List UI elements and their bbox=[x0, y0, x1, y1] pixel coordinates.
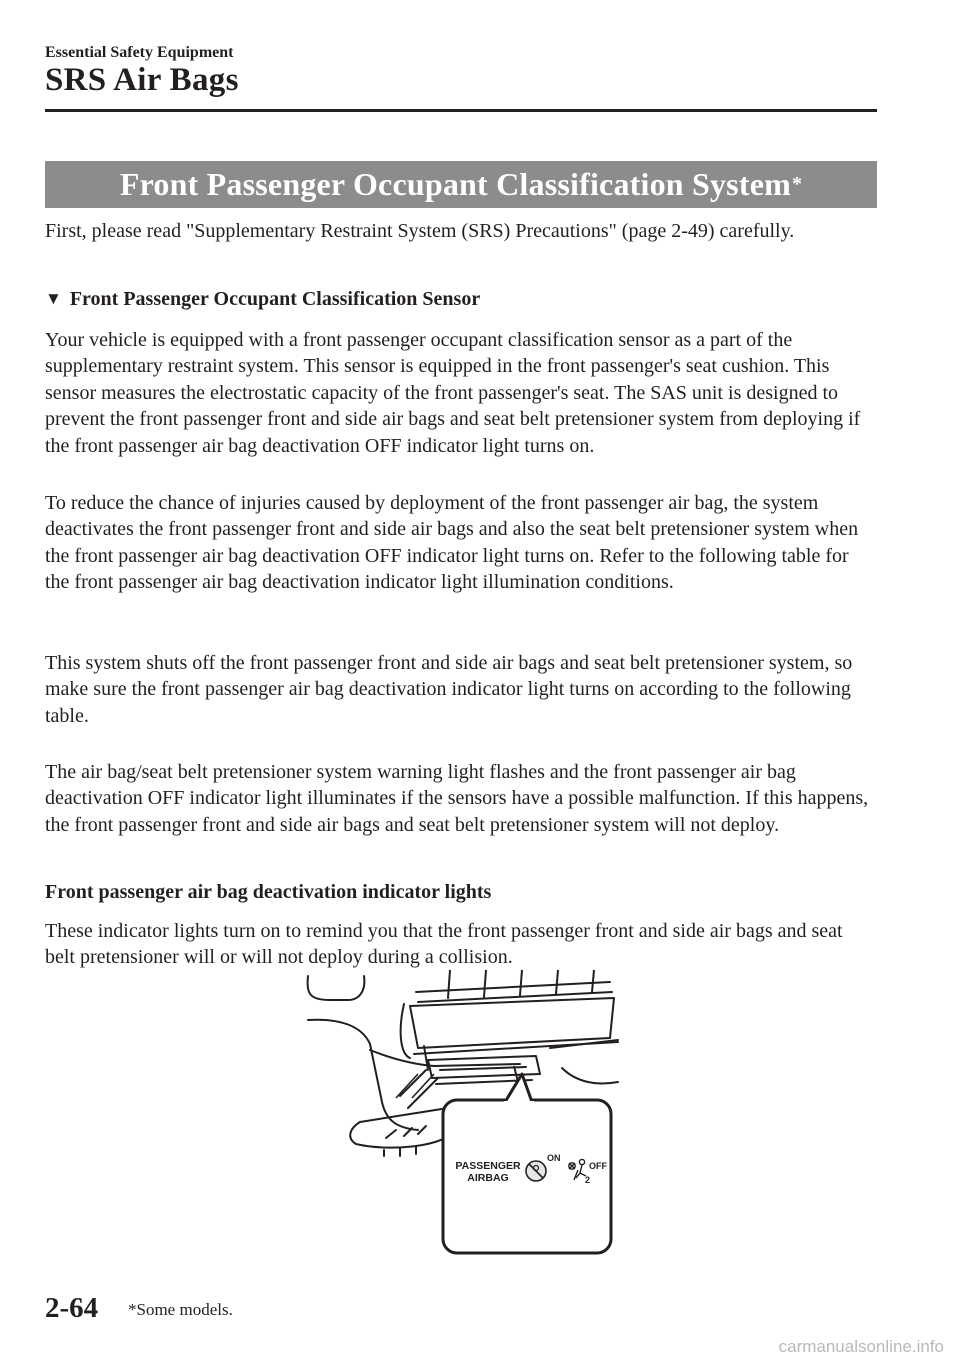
section-title: Front Passenger Occupant Classification System bbox=[119, 166, 791, 202]
footnote: *Some models. bbox=[128, 1300, 233, 1319]
intro-paragraph: First, please read "Supplementary Restraint System (SRS) Precautions" (page 2-49) carefully. bbox=[45, 220, 795, 242]
body-paragraph: To reduce the chance of injuries caused by deployment of the front passenger air bag, the system deactivates the front passenger front and side air bags and also the seat belt pretensioner system when the front passenger air bag deactivation OFF indicator light turns on. Refer to the following table for the front passenger air bag deactivation indicator light illumination conditions. bbox=[45, 492, 859, 594]
subsection-title: Front Passenger Occupant Classification Sensor bbox=[69, 288, 481, 310]
airbag-on-indicator-icon bbox=[526, 1161, 546, 1181]
chapter-label: Essential Safety Equipment bbox=[45, 44, 234, 61]
page-title: SRS Air Bags bbox=[45, 62, 239, 98]
on-label: ON bbox=[547, 1153, 561, 1163]
body-paragraph: The air bag/seat belt pretensioner system warning light flashes and the front passenger air bag deactivation OFF indicator light illuminates if the sensors have a possible malfunction. If this happens, the front passenger front and side air bags and seat belt pretensioner system will not deploy. bbox=[45, 761, 869, 836]
triangle-marker-icon: ▼ bbox=[45, 289, 62, 308]
watermark: carmanualsonline.info bbox=[778, 1337, 944, 1356]
indicator-location-illustration bbox=[300, 970, 620, 1260]
indicator-paragraph: These indicator lights turn on to remind you that the front passenger front and side air bags and seat belt pretensioner will or will not deploy during a collision. bbox=[45, 920, 843, 969]
airbag-label: AIRBAG bbox=[467, 1172, 509, 1184]
header-divider bbox=[45, 109, 877, 112]
section-banner bbox=[45, 161, 877, 208]
indicator-heading: Front passenger air bag deactivation indicator lights bbox=[45, 881, 492, 903]
section-asterisk: * bbox=[791, 173, 803, 195]
off-number: 2 bbox=[585, 1175, 591, 1185]
page-number: 2-64 bbox=[45, 1292, 99, 1324]
passenger-label: PASSENGER bbox=[455, 1160, 521, 1172]
subsection-heading bbox=[45, 286, 877, 313]
body-paragraph: Your vehicle is equipped with a front passenger occupant classification sensor as a part of the supplementary restraint system. This sensor is equipped in the front passenger's seat cushion. This sensor measures the electrostatic capacity of the front passenger's seat. The SAS unit is designed to prevent the front passenger front and side air bags and seat belt pretensioner system from deploying if the front passenger air bag deactivation OFF indicator light turns on. bbox=[45, 329, 861, 457]
body-paragraph: This system shuts off the front passenger front and side air bags and seat belt pretensioner system, so make sure the front passenger air bag deactivation indicator light turns on according to the following table. bbox=[45, 652, 853, 727]
off-label: OFF bbox=[589, 1161, 607, 1171]
